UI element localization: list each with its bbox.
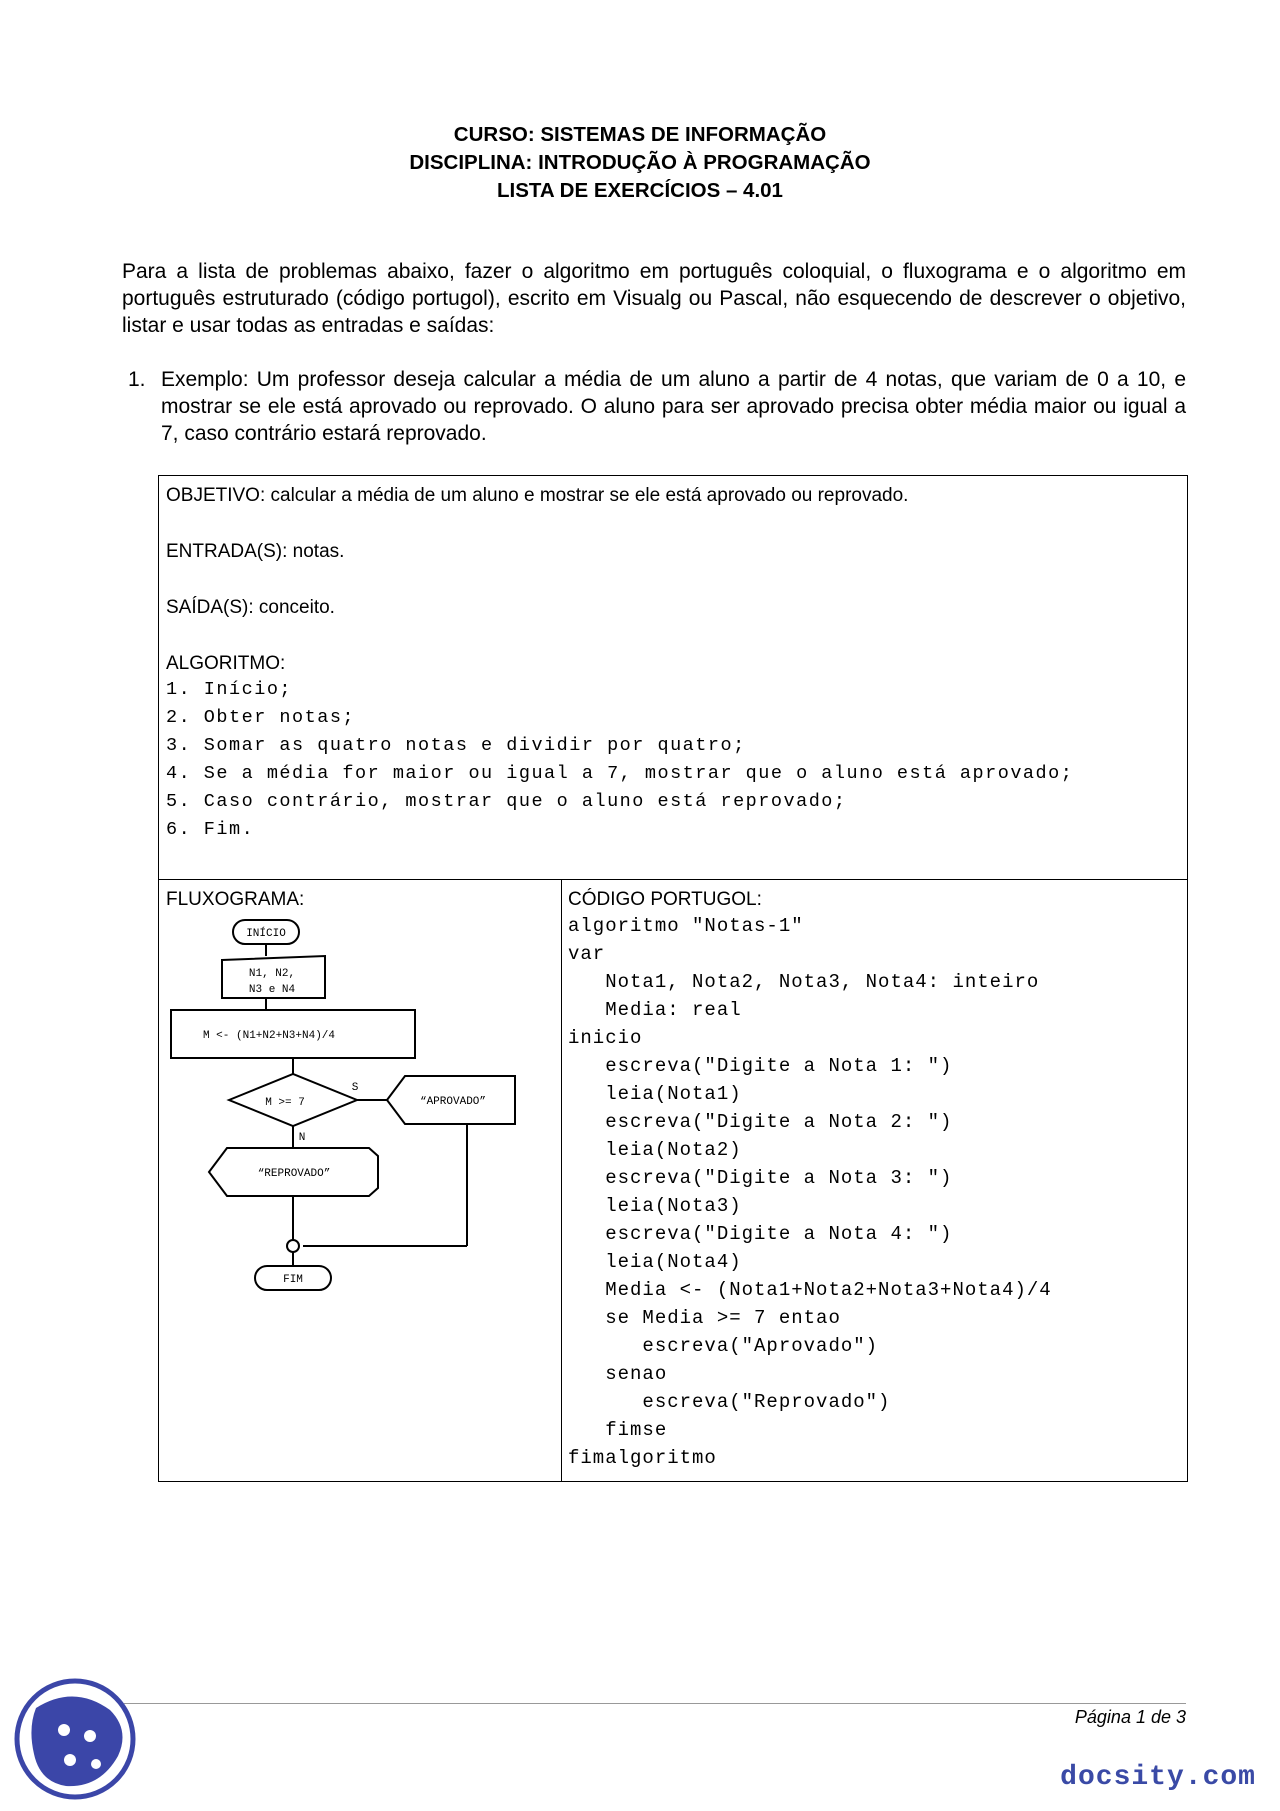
intro-paragraph: Para a lista de problemas abaixo, fazer o algoritmo em português coloquial, o fluxograma e o algoritmo em português estruturado (código portugol), escrito em Visualg ou Pascal, não esquecendo de descrever o objetivo, listar e usar todas as entradas e saídas:: [122, 260, 1186, 337]
code-line: escreva("Digite a Nota 1: "): [568, 1055, 953, 1077]
docsity-logo-icon[interactable]: [14, 1678, 136, 1800]
code-line: escreva("Digite a Nota 2: "): [568, 1111, 953, 1133]
algorithm-step: 2. Obter notas;: [166, 707, 356, 728]
code-cell: [562, 880, 1187, 1481]
exercise-item: [128, 366, 1186, 447]
flow-no-label: N: [298, 1132, 306, 1144]
code-label: CÓDIGO PORTUGOL:: [568, 889, 762, 910]
code-line: algoritmo "Notas-1": [568, 915, 804, 937]
algorithm-step: 5. Caso contrário, mostrar que o aluno está reprovado;: [166, 791, 847, 812]
code-line: var: [568, 943, 606, 965]
code-line: escreva("Reprovado"): [568, 1391, 891, 1413]
code-line: Nota1, Nota2, Nota3, Nota4: inteiro: [568, 971, 1040, 993]
flow-merge-point: [287, 1240, 299, 1252]
flow-yes-label: S: [351, 1082, 359, 1094]
flow-decision-label: M >= 7: [265, 1097, 305, 1109]
exercise-number: 1.: [128, 368, 146, 391]
flow-start-label: INÍCIO: [246, 928, 286, 940]
objective-cell: [159, 476, 1187, 880]
code-line: leia(Nota3): [568, 1195, 742, 1217]
solution-table: [158, 475, 1188, 1482]
flow-approved-label: “APROVADO”: [419, 1096, 487, 1108]
algorithm-step: 1. Início;: [166, 679, 293, 700]
code-line: Media: real: [568, 999, 742, 1021]
algorithm-step: 6. Fim.: [166, 819, 255, 840]
exercise-list-title: LISTA DE EXERCÍCIOS – 4.01: [497, 179, 783, 202]
algorithm-label: ALGORITMO:: [166, 653, 286, 674]
flow-failed-label: “REPROVADO”: [257, 1168, 331, 1180]
footer-divider: [124, 1703, 1186, 1704]
code-line: senao: [568, 1363, 668, 1385]
flow-input-line2: N3 e N4: [248, 984, 296, 996]
flowchart-label: FLUXOGRAMA:: [166, 889, 305, 910]
document-header: [0, 121, 1280, 205]
code-line: leia(Nota4): [568, 1251, 742, 1273]
code-line: fimse: [568, 1419, 668, 1441]
flowchart-diagram: [159, 880, 562, 1481]
algorithm-step: 3. Somar as quatro notas e dividir por quatro;: [166, 735, 746, 756]
input-text: ENTRADA(S): notas.: [166, 541, 345, 562]
flow-end-label: FIM: [283, 1274, 303, 1286]
code-line: escreva("Digite a Nota 4: "): [568, 1223, 953, 1245]
exercise-text: Exemplo: Um professor deseja calcular a média de um aluno a partir de 4 notas, que variam de 0 a 10, e mostrar se ele está aprovado ou reprovado. O aluno para ser aprovado precisa obter média maior ou igual a 7, caso contrário estará reprovado.: [161, 368, 1186, 445]
course-title: CURSO: SISTEMAS DE INFORMAÇÃO: [453, 123, 827, 146]
code-line: inicio: [568, 1027, 643, 1049]
code-line: se Media >= 7 entao: [568, 1307, 841, 1329]
code-line: escreva("Digite a Nota 3: "): [568, 1167, 953, 1189]
code-line: fimalgoritmo: [568, 1447, 717, 1469]
page-number: Página 1 de 3: [1074, 1707, 1186, 1727]
flowchart-cell: [159, 880, 562, 1481]
code-line: leia(Nota2): [568, 1139, 742, 1161]
algorithm-step: 4. Se a média for maior ou igual a 7, mostrar que o aluno está aprovado;: [166, 763, 1074, 784]
discipline-title: DISCIPLINA: INTRODUÇÃO À PROGRAMAÇÃO: [409, 151, 871, 174]
objective-text: OBJETIVO: calcular a média de um aluno e mostrar se ele está aprovado ou reprovado.: [166, 485, 909, 506]
output-text: SAÍDA(S): conceito.: [166, 597, 335, 618]
code-line: leia(Nota1): [568, 1083, 742, 1105]
code-line: escreva("Aprovado"): [568, 1335, 879, 1357]
docsity-brand-link[interactable]: docsity.com: [1060, 1762, 1256, 1793]
flow-process-label: M <- (N1+N2+N3+N4)/4: [202, 1030, 336, 1042]
code-line: Media <- (Nota1+Nota2+Nota3+Nota4)/4: [568, 1279, 1052, 1301]
flow-input-line1: N1, N2,: [248, 968, 296, 980]
